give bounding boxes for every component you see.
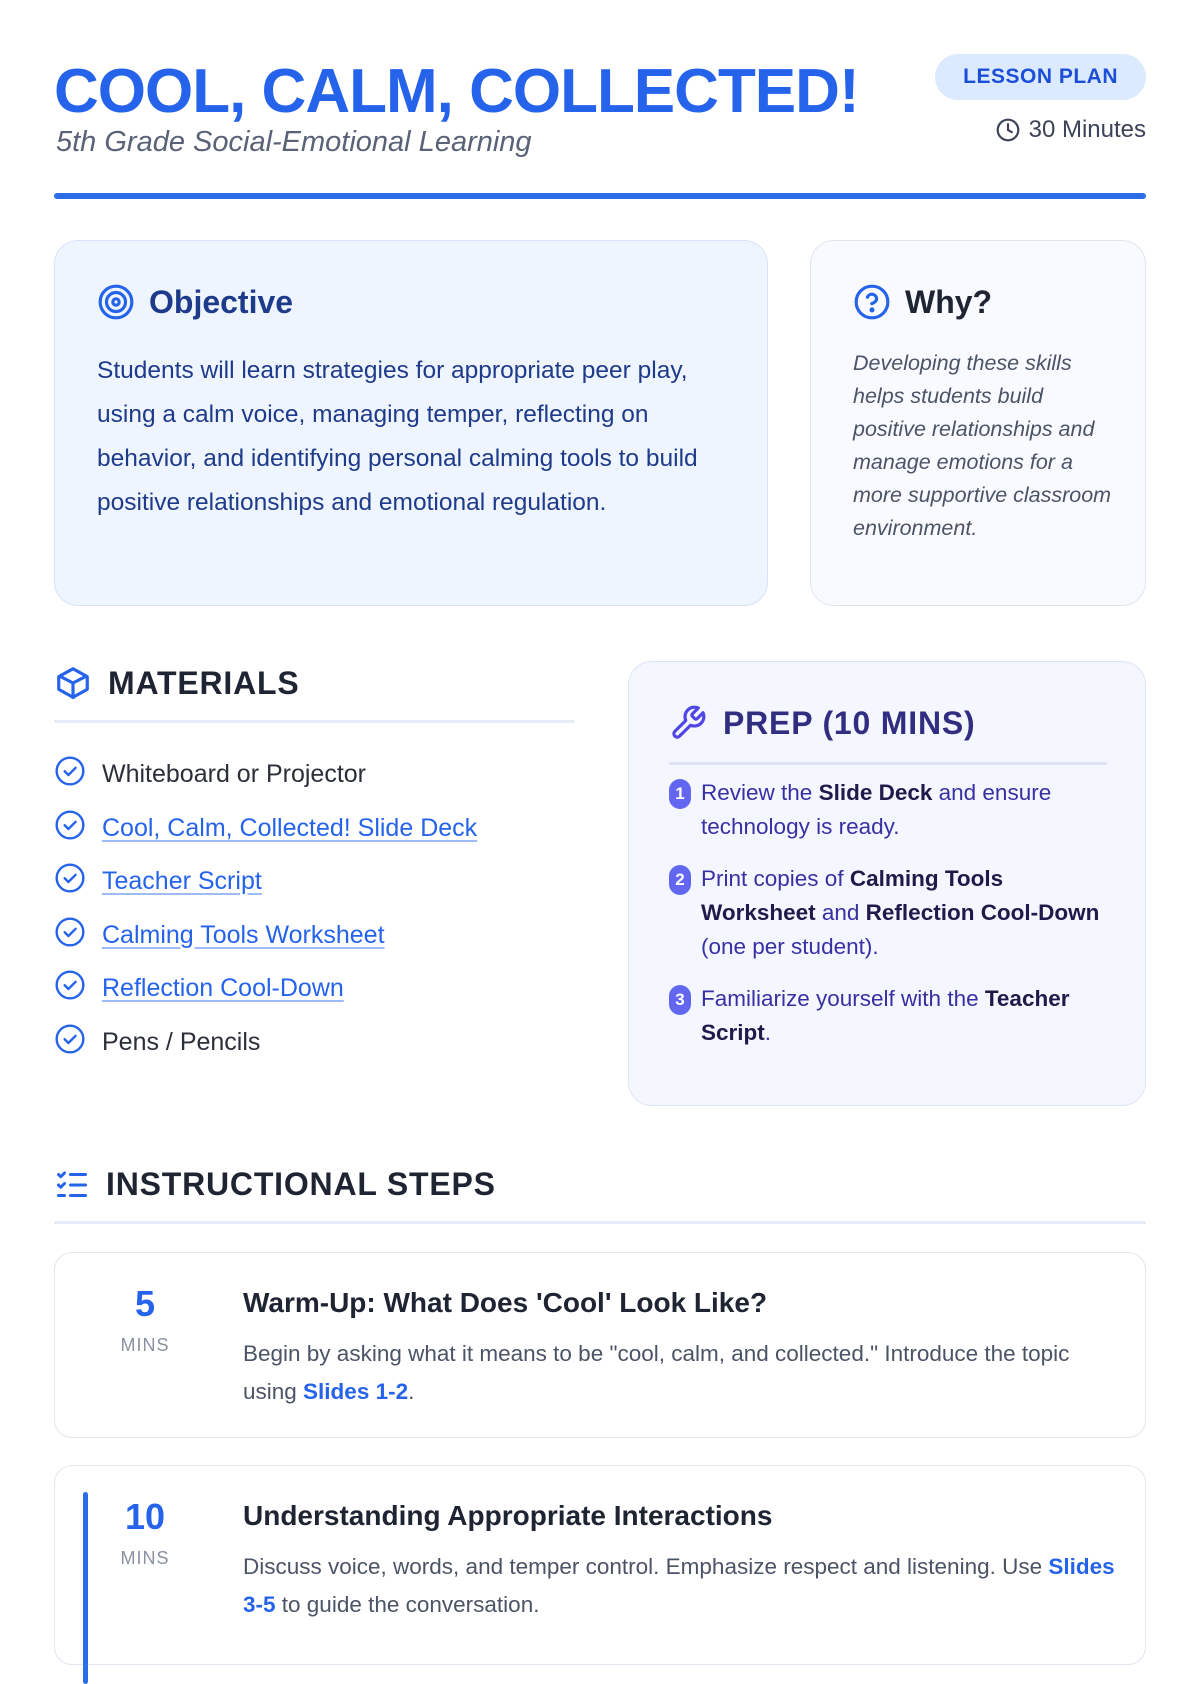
material-item — [54, 748, 574, 802]
why-card — [810, 240, 1146, 606]
box-icon — [54, 664, 92, 702]
prep-step-fragment: and — [815, 900, 866, 925]
material-label: Pens / Pencils — [102, 1027, 261, 1056]
step-title: Understanding Appropriate Interactions — [243, 1500, 773, 1531]
prep-title: PREP (10 MINS) — [723, 704, 976, 741]
materials-title: MATERIALS — [108, 664, 300, 701]
why-title: Why? — [905, 283, 993, 320]
materials-list — [54, 748, 574, 1069]
step-duration — [85, 1496, 205, 1569]
target-icon — [97, 283, 135, 321]
objective-card — [54, 240, 768, 606]
check-circle-icon — [54, 755, 86, 794]
material-item[interactable] — [54, 855, 574, 909]
objective-text: Students will learn strategies for appropriate peer play, using a calm voice, managing temper, reflecting on behavior, and identifying personal calming tools to build positive relationships and emotional regulation. — [97, 357, 698, 516]
steps-divider — [54, 1221, 1146, 1224]
check-circle-icon — [54, 969, 86, 1008]
material-item — [54, 1016, 574, 1070]
instructional-steps-title: INSTRUCTIONAL STEPS — [106, 1166, 496, 1202]
materials-divider — [54, 720, 574, 723]
prep-step-text — [701, 982, 1109, 1050]
step-minutes: 5 — [134, 1283, 156, 1324]
material-link[interactable]: Teacher Script — [102, 867, 262, 896]
header-divider — [54, 193, 1146, 199]
prep-step-fragment: and ensure technology is ready. — [701, 780, 1052, 839]
prep-step-fragment: Review the — [701, 780, 819, 805]
step-description-end: . — [408, 1379, 415, 1404]
why-text: Developing these skills helps students build positive relationships and manage emotions for a more supportive classroom environment. — [853, 351, 1112, 540]
objective-title: Objective — [149, 283, 294, 320]
prep-step-emphasis: Calming Tools Worksheet — [701, 866, 1004, 925]
material-item[interactable] — [54, 802, 574, 856]
checklist-icon — [54, 1167, 90, 1203]
objective-heading — [97, 283, 293, 321]
step-number-badge: 2 — [669, 865, 691, 895]
prep-step — [669, 776, 1109, 844]
prep-heading — [669, 704, 975, 742]
prep-step — [669, 862, 1109, 964]
material-label: Whiteboard or Projector — [102, 760, 367, 789]
page-title: COOL, CALM, COLLECTED! — [54, 57, 859, 126]
step-minutes: 10 — [124, 1496, 166, 1537]
prep-step-fragment: Print copies of — [701, 866, 850, 891]
step-description — [243, 1548, 1123, 1624]
step-title: Warm-Up: What Does 'Cool' Look Like? — [243, 1287, 768, 1318]
step-description — [243, 1335, 1123, 1411]
prep-card — [628, 661, 1146, 1106]
material-item[interactable] — [54, 909, 574, 963]
material-item[interactable] — [54, 962, 574, 1016]
step-number-badge: 3 — [669, 985, 691, 1015]
duration-label: 30 Minutes — [1028, 116, 1146, 143]
slides-link[interactable]: Slides 1-2 — [303, 1379, 409, 1404]
material-link[interactable]: Cool, Calm, Collected! Slide Deck — [102, 813, 478, 842]
material-link[interactable]: Calming Tools Worksheet — [102, 920, 385, 949]
check-circle-icon — [54, 1023, 86, 1062]
instructional-steps-heading — [54, 1166, 496, 1203]
prep-step-emphasis: Reflection Cool-Down — [865, 900, 1100, 925]
check-circle-icon — [54, 809, 86, 848]
step-minutes-unit: MINS — [120, 1335, 170, 1355]
prep-step-text — [701, 776, 1109, 844]
prep-step-fragment: (one per student). — [701, 934, 879, 959]
check-circle-icon — [54, 862, 86, 901]
prep-step-fragment: Familiarize yourself with the — [701, 986, 985, 1011]
step-minutes-unit: MINS — [120, 1548, 170, 1568]
lesson-header — [54, 50, 1146, 200]
wrench-icon — [669, 704, 707, 742]
step-number-badge: 1 — [669, 779, 691, 809]
materials-heading — [54, 664, 299, 702]
step-description-text: Discuss voice, words, and temper control. Emphasize respect and listening. Use — [243, 1554, 1049, 1579]
question-circle-icon — [853, 283, 891, 321]
clock-icon — [995, 117, 1021, 143]
slides-link[interactable]: Slides 3-5 — [243, 1554, 1115, 1617]
step-description-end: to guide the conversation. — [275, 1592, 540, 1617]
step-card — [54, 1465, 1146, 1665]
prep-step-text — [701, 862, 1109, 964]
prep-step-emphasis: Slide Deck — [818, 780, 933, 805]
page-subtitle: 5th Grade Social-Emotional Learning — [56, 126, 532, 158]
prep-step-fragment: . — [764, 1020, 772, 1045]
why-heading — [853, 283, 992, 321]
check-circle-icon — [54, 916, 86, 955]
lesson-plan-badge: LESSON PLAN — [935, 54, 1146, 100]
duration — [995, 116, 1146, 144]
prep-step-emphasis: Teacher Script — [701, 986, 1070, 1045]
prep-step — [669, 982, 1109, 1050]
prep-divider — [669, 762, 1107, 765]
step-description-text: Begin by asking what it means to be "cool, calm, and collected." Introduce the topic using — [243, 1341, 1070, 1404]
step-duration — [85, 1283, 205, 1356]
step-card — [54, 1252, 1146, 1438]
material-link[interactable]: Reflection Cool-Down — [102, 974, 344, 1003]
